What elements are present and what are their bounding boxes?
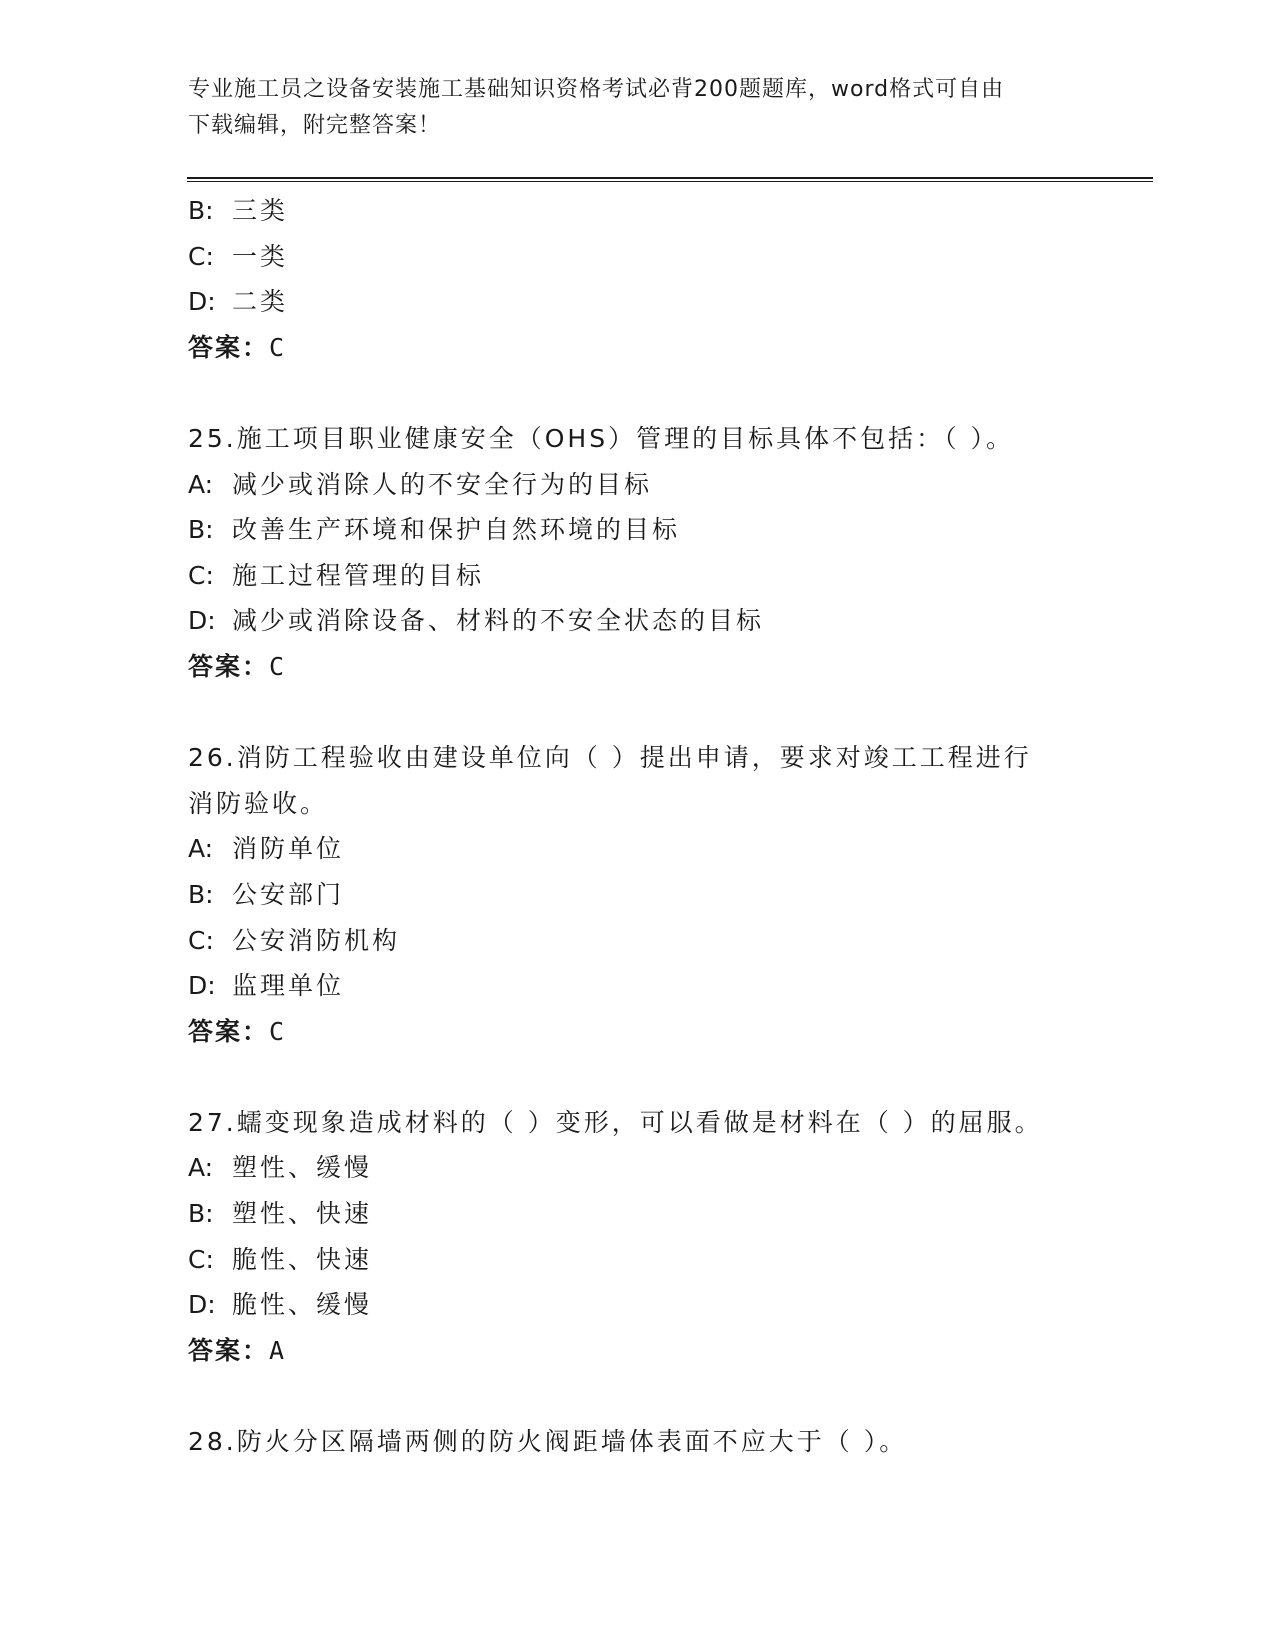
option-key: C:: [188, 560, 214, 590]
option-text: 脆性、缓慢: [232, 1290, 373, 1320]
answer-value: C: [269, 332, 288, 362]
option-d: [188, 1282, 1088, 1328]
answer-label: 答案：: [188, 1335, 270, 1365]
question-stem: 25.施工项目职业健康安全（OHS）管理的目标具体不包括：（ ）。: [188, 423, 1015, 453]
option-text: 公安消防机构: [232, 925, 401, 955]
answer-label: 答案：: [188, 651, 270, 681]
option-c: [188, 1237, 1088, 1283]
option-key: A:: [188, 1153, 214, 1183]
question-stem: 26.消防工程验收由建设单位向（ ）提出申请，要求对竣工工程进行: [188, 743, 1032, 773]
answer-line: [188, 1009, 1088, 1055]
divider-thin-line: [187, 181, 1153, 182]
option-text: 二类: [232, 287, 289, 317]
option-key: D:: [188, 1290, 216, 1320]
prev-question-block: [188, 188, 1088, 370]
option-text: 消防单位: [232, 834, 345, 864]
option-key: B:: [188, 196, 214, 225]
option-d: [188, 279, 1088, 325]
option-a: [188, 462, 1088, 508]
header-line-1: 专业施工员之设备安装施工基础知识资格考试必背200题题库，word格式可自由: [188, 77, 1005, 102]
option-c: [188, 553, 1088, 599]
header-divider: [187, 177, 1153, 183]
question-25: [188, 416, 1088, 690]
option-text: 监理单位: [232, 971, 345, 1001]
option-key: C:: [188, 1244, 214, 1274]
question-28: [188, 1419, 1088, 1465]
answer-value: C: [269, 1016, 288, 1046]
question-26: [188, 735, 1088, 1054]
answer-line: [188, 1328, 1088, 1374]
answer-value: C: [269, 651, 288, 681]
option-key: A:: [188, 834, 214, 864]
option-text: 塑性、缓慢: [232, 1153, 373, 1183]
answer-line: [188, 644, 1088, 690]
answer-label: 答案：: [188, 332, 270, 362]
page-header: [188, 72, 1068, 144]
option-text: 脆性、快速: [232, 1244, 373, 1274]
answer-label: 答案：: [188, 1016, 270, 1046]
option-key: D:: [188, 606, 216, 636]
option-text: 三类: [232, 196, 289, 225]
question-27: [188, 1100, 1088, 1374]
option-key: C:: [188, 241, 214, 271]
option-text: 减少或消除人的不安全行为的目标: [232, 469, 653, 499]
question-stem: 27.蠕变现象造成材料的（ ）变形，可以看做是材料在（ ）的屈服。: [188, 1107, 1043, 1137]
answer-value: A: [269, 1335, 288, 1365]
option-a: [188, 1145, 1088, 1191]
option-c: [188, 234, 1088, 280]
option-b: [188, 507, 1088, 553]
option-b: [188, 872, 1088, 918]
option-a: [188, 826, 1088, 872]
answer-line: [188, 325, 1088, 371]
option-key: D:: [188, 287, 216, 317]
option-c: [188, 918, 1088, 964]
option-text: 减少或消除设备、材料的不安全状态的目标: [232, 606, 765, 636]
option-key: A:: [188, 469, 214, 499]
option-key: B:: [188, 1199, 214, 1229]
question-stem: 28.防火分区隔墙两侧的防火阀距墙体表面不应大于（ ）。: [188, 1427, 908, 1457]
option-b: [188, 188, 1088, 234]
option-b: [188, 1191, 1088, 1237]
option-key: D:: [188, 971, 216, 1001]
option-key: B:: [188, 515, 214, 545]
option-text: 公安部门: [232, 879, 345, 909]
option-key: B:: [188, 879, 214, 909]
option-key: C:: [188, 925, 214, 955]
option-d: [188, 598, 1088, 644]
divider-thick-line: [187, 177, 1153, 179]
question-list: [188, 188, 1088, 1465]
option-text: 塑性、快速: [232, 1199, 373, 1229]
header-line-2: 下载编辑，附完整答案！: [188, 113, 442, 138]
option-d: [188, 963, 1088, 1009]
question-stem-continued: 消防验收。: [188, 788, 329, 818]
option-text: 施工过程管理的目标: [232, 560, 485, 590]
option-text: 改善生产环境和保护自然环境的目标: [232, 515, 681, 545]
option-text: 一类: [232, 241, 289, 271]
